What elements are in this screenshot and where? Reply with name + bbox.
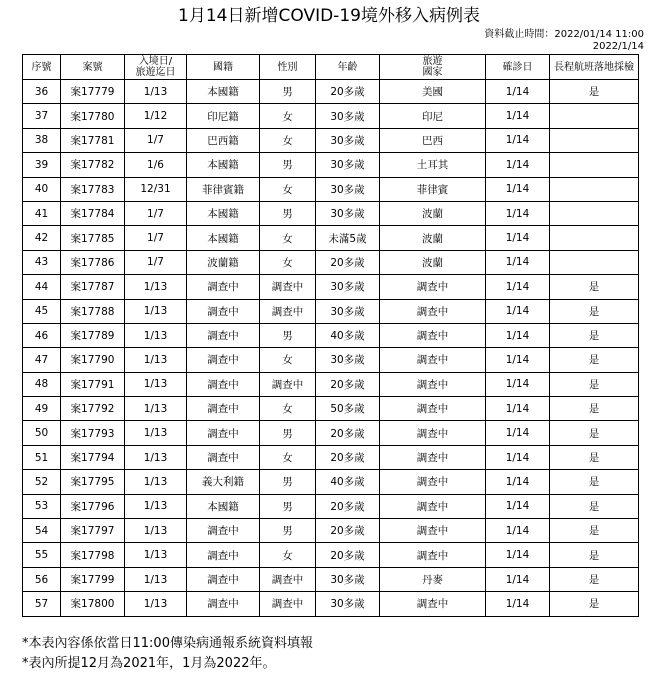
col-diagnosis-date-cell: 1/14 (486, 153, 550, 177)
col-travel-country-header: 旅遊 國家 (380, 55, 486, 80)
col-entry-date-cell: 1/13 (125, 494, 187, 518)
table-row (23, 323, 639, 347)
col-nationality-cell: 調查中 (187, 543, 260, 567)
col-sex-cell: 女 (260, 250, 316, 274)
table-row (23, 519, 639, 543)
col-travel-country-cell: 調查中 (380, 348, 486, 372)
imported-cases-table (22, 54, 639, 617)
col-travel-country-cell: 波蘭 (380, 250, 486, 274)
col-serial-cell: 50 (23, 421, 61, 445)
col-diagnosis-date-cell: 1/14 (486, 421, 550, 445)
col-nationality-cell: 本國籍 (187, 80, 260, 104)
table-row (23, 470, 639, 494)
col-sex-cell: 男 (260, 80, 316, 104)
col-diagnosis-date-cell: 1/14 (486, 299, 550, 323)
col-diagnosis-date-cell: 1/14 (486, 250, 550, 274)
col-case-id-cell: 案17796 (61, 494, 125, 518)
col-nationality-cell: 本國籍 (187, 153, 260, 177)
col-diagnosis-date-cell: 1/14 (486, 592, 550, 616)
col-travel-country-cell: 美國 (380, 80, 486, 104)
col-entry-date-cell: 1/13 (125, 592, 187, 616)
col-serial-cell: 55 (23, 543, 61, 567)
footnotes (22, 634, 313, 674)
col-entry-date-cell: 1/13 (125, 397, 187, 421)
col-nationality-cell: 調查中 (187, 567, 260, 591)
col-serial-cell: 48 (23, 372, 61, 396)
col-nationality-cell: 調查中 (187, 397, 260, 421)
col-nationality-cell: 巴西籍 (187, 128, 260, 152)
col-sex-cell: 女 (260, 104, 316, 128)
data-cutoff-time: 資料截止時間：2022/01/14 11:00 (484, 29, 644, 40)
col-serial-cell: 45 (23, 299, 61, 323)
col-entry-date-cell: 1/13 (125, 299, 187, 323)
table-row (23, 80, 639, 104)
table-row (23, 445, 639, 469)
col-flight-testing-cell: 是 (550, 275, 639, 299)
col-age-cell: 30多歲 (316, 348, 380, 372)
col-entry-date-cell: 1/7 (125, 201, 187, 225)
table-row (23, 104, 639, 128)
col-flight-testing-cell (550, 128, 639, 152)
col-age-cell: 20多歲 (316, 519, 380, 543)
col-serial-cell: 44 (23, 275, 61, 299)
table-row (23, 226, 639, 250)
col-entry-date-cell: 1/13 (125, 372, 187, 396)
table-row (23, 201, 639, 225)
col-serial-cell: 51 (23, 445, 61, 469)
col-travel-country-cell: 土耳其 (380, 153, 486, 177)
col-age-cell: 30多歲 (316, 299, 380, 323)
col-nationality-cell: 調查中 (187, 299, 260, 323)
col-entry-date-cell: 1/7 (125, 128, 187, 152)
col-sex-cell: 女 (260, 128, 316, 152)
col-serial-cell: 47 (23, 348, 61, 372)
col-case-id-header: 案號 (61, 55, 125, 80)
footnote: *本表內容係依當日11:00傳染病通報系統資料填報 (22, 636, 313, 651)
col-serial-cell: 39 (23, 153, 61, 177)
col-travel-country-cell: 巴西 (380, 128, 486, 152)
col-diagnosis-date-cell: 1/14 (486, 177, 550, 201)
col-sex-cell: 男 (260, 421, 316, 445)
table-row (23, 348, 639, 372)
table-row (23, 494, 639, 518)
col-nationality-cell: 波蘭籍 (187, 250, 260, 274)
col-flight-testing-cell: 是 (550, 470, 639, 494)
col-age-cell: 30多歲 (316, 104, 380, 128)
col-travel-country-cell: 調查中 (380, 494, 486, 518)
col-entry-date-cell: 1/13 (125, 421, 187, 445)
col-entry-date-cell: 1/13 (125, 470, 187, 494)
col-age-cell: 30多歲 (316, 177, 380, 201)
col-case-id-cell: 案17781 (61, 128, 125, 152)
col-diagnosis-date-cell: 1/14 (486, 372, 550, 396)
col-sex-cell: 男 (260, 519, 316, 543)
col-nationality-cell: 菲律賓籍 (187, 177, 260, 201)
col-case-id-cell: 案17794 (61, 445, 125, 469)
col-travel-country-cell: 丹麥 (380, 567, 486, 591)
table-row (23, 250, 639, 274)
col-diagnosis-date-cell: 1/14 (486, 201, 550, 225)
col-serial-cell: 57 (23, 592, 61, 616)
col-age-cell: 20多歲 (316, 543, 380, 567)
col-sex-cell: 調查中 (260, 592, 316, 616)
col-case-id-cell: 案17792 (61, 397, 125, 421)
col-travel-country-cell: 調查中 (380, 519, 486, 543)
col-serial-cell: 52 (23, 470, 61, 494)
col-flight-testing-cell: 是 (550, 323, 639, 347)
col-diagnosis-date-cell: 1/14 (486, 275, 550, 299)
table-row (23, 153, 639, 177)
col-nationality-cell: 調查中 (187, 323, 260, 347)
col-sex-cell: 女 (260, 177, 316, 201)
col-nationality-cell: 印尼籍 (187, 104, 260, 128)
col-sex-cell: 調查中 (260, 567, 316, 591)
col-sex-cell: 調查中 (260, 372, 316, 396)
col-travel-country-cell: 調查中 (380, 470, 486, 494)
col-diagnosis-date-cell: 1/14 (486, 567, 550, 591)
col-serial-cell: 46 (23, 323, 61, 347)
col-sex-cell: 調查中 (260, 275, 316, 299)
col-travel-country-cell: 印尼 (380, 104, 486, 128)
col-nationality-cell: 本國籍 (187, 201, 260, 225)
col-age-cell: 20多歲 (316, 421, 380, 445)
col-flight-testing-cell: 是 (550, 543, 639, 567)
col-age-cell: 30多歲 (316, 128, 380, 152)
col-sex-cell: 女 (260, 397, 316, 421)
col-case-id-cell: 案17787 (61, 275, 125, 299)
col-case-id-cell: 案17784 (61, 201, 125, 225)
col-age-cell: 20多歲 (316, 494, 380, 518)
table-row (23, 421, 639, 445)
col-entry-date-cell: 1/6 (125, 153, 187, 177)
col-serial-cell: 43 (23, 250, 61, 274)
table-row (23, 128, 639, 152)
col-case-id-cell: 案17790 (61, 348, 125, 372)
col-entry-date-cell: 1/13 (125, 519, 187, 543)
table-row (23, 592, 639, 616)
col-case-id-cell: 案17786 (61, 250, 125, 274)
col-entry-date-cell: 1/13 (125, 275, 187, 299)
col-diagnosis-date-cell: 1/14 (486, 397, 550, 421)
table-row (23, 177, 639, 201)
col-case-id-cell: 案17798 (61, 543, 125, 567)
col-case-id-cell: 案17799 (61, 567, 125, 591)
col-entry-date-cell: 1/13 (125, 567, 187, 591)
col-entry-date-cell: 1/12 (125, 104, 187, 128)
col-serial-cell: 42 (23, 226, 61, 250)
table-row (23, 299, 639, 323)
col-flight-testing-cell: 是 (550, 445, 639, 469)
col-travel-country-cell: 波蘭 (380, 226, 486, 250)
table-row (23, 275, 639, 299)
col-age-cell: 40多歲 (316, 323, 380, 347)
col-entry-date-cell: 1/13 (125, 80, 187, 104)
col-nationality-cell: 調查中 (187, 348, 260, 372)
col-serial-cell: 36 (23, 80, 61, 104)
col-flight-testing-cell: 是 (550, 80, 639, 104)
col-age-cell: 30多歲 (316, 592, 380, 616)
col-diagnosis-date-cell: 1/14 (486, 128, 550, 152)
col-diagnosis-date-cell: 1/14 (486, 543, 550, 567)
table-row (23, 543, 639, 567)
col-flight-testing-cell: 是 (550, 421, 639, 445)
col-case-id-cell: 案17779 (61, 80, 125, 104)
col-serial-cell: 56 (23, 567, 61, 591)
col-entry-date-cell: 1/13 (125, 323, 187, 347)
table-row (23, 567, 639, 591)
col-diagnosis-date-cell: 1/14 (486, 348, 550, 372)
col-flight-testing-cell: 是 (550, 348, 639, 372)
col-flight-testing-cell (550, 177, 639, 201)
col-diagnosis-date-cell: 1/14 (486, 494, 550, 518)
col-flight-testing-cell (550, 153, 639, 177)
col-nationality-cell: 調查中 (187, 519, 260, 543)
col-case-id-cell: 案17793 (61, 421, 125, 445)
col-age-cell: 30多歲 (316, 201, 380, 225)
col-diagnosis-date-header: 確診日 (486, 55, 550, 80)
col-diagnosis-date-cell: 1/14 (486, 104, 550, 128)
col-sex-cell: 女 (260, 445, 316, 469)
col-serial-cell: 49 (23, 397, 61, 421)
col-sex-cell: 男 (260, 470, 316, 494)
table-row (23, 397, 639, 421)
col-nationality-cell: 調查中 (187, 592, 260, 616)
page-title: 1月14日新增COVID-19境外移入病例表 (178, 6, 480, 26)
col-sex-cell: 男 (260, 201, 316, 225)
col-nationality-cell: 調查中 (187, 275, 260, 299)
col-sex-cell: 調查中 (260, 299, 316, 323)
footnote: *表內所提12月為2021年，1月為2022年。 (22, 656, 276, 671)
col-flight-testing-cell (550, 104, 639, 128)
col-serial-cell: 53 (23, 494, 61, 518)
col-entry-date-cell: 1/7 (125, 226, 187, 250)
col-entry-date-header: 入境日/ 旅遊迄日 (125, 55, 187, 80)
col-nationality-cell: 本國籍 (187, 226, 260, 250)
col-flight-testing-cell: 是 (550, 299, 639, 323)
col-serial-cell: 37 (23, 104, 61, 128)
col-case-id-cell: 案17780 (61, 104, 125, 128)
col-serial-header: 序號 (23, 55, 61, 80)
col-travel-country-cell: 調查中 (380, 445, 486, 469)
col-entry-date-cell: 1/13 (125, 543, 187, 567)
col-case-id-cell: 案17800 (61, 592, 125, 616)
col-nationality-cell: 本國籍 (187, 494, 260, 518)
col-sex-cell: 男 (260, 153, 316, 177)
col-age-header: 年齡 (316, 55, 380, 80)
col-travel-country-cell: 菲律賓 (380, 177, 486, 201)
col-travel-country-cell: 調查中 (380, 543, 486, 567)
col-case-id-cell: 案17795 (61, 470, 125, 494)
col-flight-testing-cell (550, 226, 639, 250)
col-age-cell: 20多歲 (316, 80, 380, 104)
col-travel-country-cell: 調查中 (380, 421, 486, 445)
col-age-cell: 40多歲 (316, 470, 380, 494)
col-flight-testing-cell (550, 201, 639, 225)
col-sex-cell: 男 (260, 323, 316, 347)
col-flight-testing-cell: 是 (550, 567, 639, 591)
col-nationality-cell: 調查中 (187, 445, 260, 469)
col-travel-country-cell: 調查中 (380, 372, 486, 396)
col-serial-cell: 38 (23, 128, 61, 152)
col-nationality-cell: 義大利籍 (187, 470, 260, 494)
col-nationality-cell: 調查中 (187, 372, 260, 396)
col-travel-country-cell: 波蘭 (380, 201, 486, 225)
col-entry-date-cell: 1/13 (125, 445, 187, 469)
col-serial-cell: 41 (23, 201, 61, 225)
col-case-id-cell: 案17791 (61, 372, 125, 396)
col-travel-country-cell: 調查中 (380, 397, 486, 421)
col-sex-cell: 女 (260, 348, 316, 372)
col-nationality-header: 國籍 (187, 55, 260, 80)
col-case-id-cell: 案17782 (61, 153, 125, 177)
col-sex-cell: 女 (260, 543, 316, 567)
col-flight-testing-cell: 是 (550, 372, 639, 396)
col-travel-country-cell: 調查中 (380, 275, 486, 299)
col-diagnosis-date-cell: 1/14 (486, 470, 550, 494)
col-serial-cell: 40 (23, 177, 61, 201)
col-case-id-cell: 案17789 (61, 323, 125, 347)
col-diagnosis-date-cell: 1/14 (486, 445, 550, 469)
col-case-id-cell: 案17788 (61, 299, 125, 323)
col-serial-cell: 54 (23, 519, 61, 543)
report-date: 2022/1/14 (592, 41, 644, 52)
col-travel-country-cell: 調查中 (380, 299, 486, 323)
col-sex-header: 性別 (260, 55, 316, 80)
col-diagnosis-date-cell: 1/14 (486, 226, 550, 250)
col-entry-date-cell: 1/13 (125, 348, 187, 372)
col-flight-testing-cell: 是 (550, 592, 639, 616)
col-age-cell: 20多歲 (316, 372, 380, 396)
col-entry-date-cell: 12/31 (125, 177, 187, 201)
col-diagnosis-date-cell: 1/14 (486, 80, 550, 104)
table-row (23, 372, 639, 396)
col-flight-testing-header: 長程航班落地採檢 (550, 55, 639, 80)
col-sex-cell: 女 (260, 226, 316, 250)
col-age-cell: 20多歲 (316, 445, 380, 469)
col-flight-testing-cell (550, 250, 639, 274)
col-nationality-cell: 調查中 (187, 421, 260, 445)
col-case-id-cell: 案17797 (61, 519, 125, 543)
col-age-cell: 20多歲 (316, 250, 380, 274)
col-diagnosis-date-cell: 1/14 (486, 323, 550, 347)
col-age-cell: 30多歲 (316, 153, 380, 177)
table-body (23, 80, 639, 617)
col-entry-date-cell: 1/7 (125, 250, 187, 274)
col-age-cell: 50多歲 (316, 397, 380, 421)
col-travel-country-cell: 調查中 (380, 592, 486, 616)
col-case-id-cell: 案17785 (61, 226, 125, 250)
col-age-cell: 30多歲 (316, 275, 380, 299)
col-case-id-cell: 案17783 (61, 177, 125, 201)
col-sex-cell: 男 (260, 494, 316, 518)
col-flight-testing-cell: 是 (550, 519, 639, 543)
col-age-cell: 30多歲 (316, 567, 380, 591)
col-diagnosis-date-cell: 1/14 (486, 519, 550, 543)
table-header-row (23, 55, 639, 80)
col-age-cell: 未滿5歲 (316, 226, 380, 250)
col-flight-testing-cell: 是 (550, 397, 639, 421)
col-travel-country-cell: 調查中 (380, 323, 486, 347)
col-flight-testing-cell: 是 (550, 494, 639, 518)
